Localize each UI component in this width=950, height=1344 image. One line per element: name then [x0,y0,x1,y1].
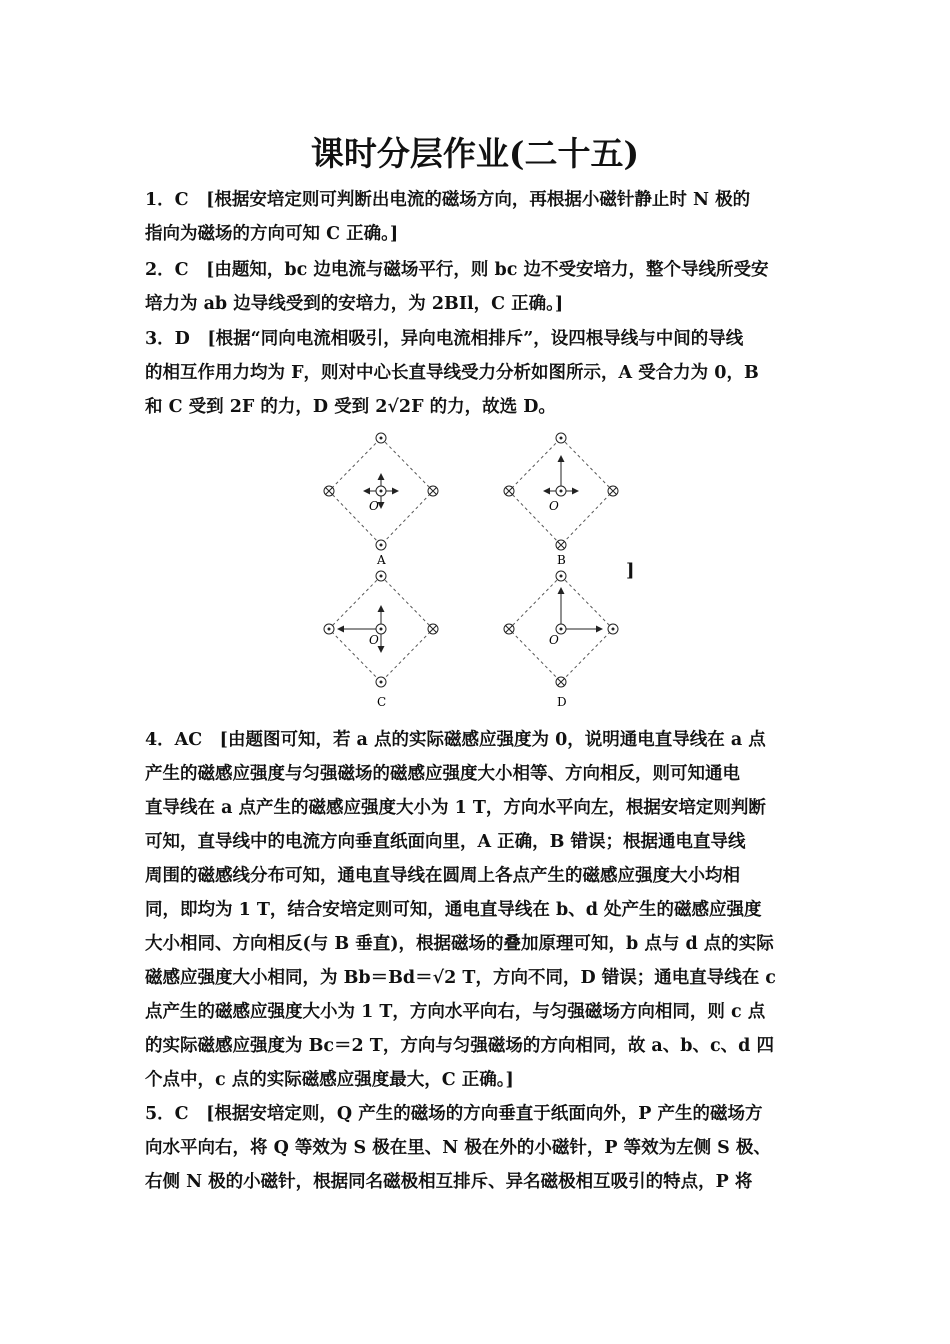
dot-current-icon [376,677,386,687]
panel-d [504,571,618,709]
answer-1-line-1: 1．C [根据安培定则可判断出电流的磁场方向，再根据小磁针静止时 N 极的 [145,190,751,210]
panel-b [504,433,618,567]
answer-4-line-9: 点产生的磁感应强度大小为 1 T，方向水平向右，与匀强磁场方向相同，则 c 点 [145,1002,766,1022]
force-diagram [310,430,640,712]
dot-current-icon [376,540,386,550]
answer-4-line-3: 直导线在 a 点产生的磁感应强度大小为 1 T，方向水平向左，根据安培定则判断 [145,798,766,818]
answer-5 [145,1097,807,1199]
cross-current-icon [324,486,334,496]
cross-current-icon [428,624,438,634]
answer-1-line-2: 指向为磁场的方向可知 C 正确。] [145,224,399,244]
center-wire-icon [556,486,566,496]
dot-current-icon [556,571,566,581]
answer-1 [145,183,807,251]
panel-a [324,433,438,567]
answer-3 [145,322,807,424]
answer-4-line-5: 周围的磁感线分布可知，通电直导线在圆周上各点产生的磁感应强度大小均相 [145,866,740,886]
answer-2-line-2: 培力为 ab 边导线受到的安培力，为 2BIl，C 正确。] [145,294,564,314]
answer-3-line-3: 和 C 受到 2F 的力，D 受到 2√2F 的力，故选 D。 [145,397,556,417]
dot-current-icon [376,433,386,443]
dot-current-icon [556,433,566,443]
answer-4-line-8: 磁感应强度大小相同，为 Bb＝Bd＝√2 T，方向不同，D 错误；通电直导线在 c [145,968,776,988]
closing-bracket: ] [626,560,635,581]
panel-label-b: B [557,553,566,567]
answer-4-line-6: 同，即均为 1 T，结合安培定则可知，通电直导线在 b、d 处产生的磁感应强度 [145,900,762,920]
answer-4 [145,723,807,1097]
center-wire-icon [376,486,386,496]
page-title: 课时分层作业(二十五) [310,134,640,173]
answer-5-line-3: 右侧 N 极的小磁针，根据同名磁极相互排斥、异名磁极相互吸引的特点，P 将 [145,1172,753,1192]
cross-current-icon [608,486,618,496]
panel-label-a: A [377,553,386,567]
answer-4-line-11: 个点中，c 点的实际磁感应强度最大，C 正确。] [145,1070,514,1090]
answer-4-line-7: 大小相同、方向相反(与 B 垂直)，根据磁场的叠加原理可知，b 点与 d 点的实际 [145,934,774,954]
answer-4-line-10: 的实际磁感应强度为 Bc＝2 T，方向与匀强磁场的方向相同，故 a、b、c、d 四 [145,1036,774,1056]
dot-current-icon [324,624,334,634]
panel-label-c: C [377,695,387,709]
cross-current-icon [504,624,514,634]
panel-label-d: D [557,695,567,709]
center-label: O [549,633,559,647]
cross-current-icon [556,540,566,550]
cross-current-icon [428,486,438,496]
answer-2-line-1: 2．C [由题知，bc 边电流与磁场平行，则 bc 边不受安培力，整个导线所受安 [145,260,769,280]
answer-4-line-1: 4．AC [由题图可知，若 a 点的实际磁感应强度为 0，说明通电直导线在 a 点 [145,730,766,750]
answer-5-line-2: 向水平向右，将 Q 等效为 S 极在里、N 极在外的小磁针，P 等效为左侧 S 极、 [145,1138,771,1158]
panel-c [324,571,438,709]
answer-4-line-2: 产生的磁感应强度与匀强磁场的磁感应强度大小相等、方向相反，则可知通电 [145,764,740,784]
dot-current-icon [608,624,618,634]
answer-3-line-1: 3．D [根据“同向电流相吸引，异向电流相排斥”，设四根导线与中间的导线 [145,329,744,349]
center-label: O [549,499,559,513]
cross-current-icon [504,486,514,496]
answer-3-line-2: 的相互作用力均为 F，则对中心长直导线受力分析如图所示，A 受合力为 0，B [145,363,759,383]
dot-current-icon [376,571,386,581]
answer-2 [145,253,807,321]
answer-4-line-4: 可知，直导线中的电流方向垂直纸面向里，A 正确，B 错误；根据通电直导线 [145,832,746,852]
center-label: O [369,633,379,647]
answer-5-line-1: 5．C [根据安培定则，Q 产生的磁场的方向垂直于纸面向外，P 产生的磁场方 [145,1104,763,1124]
cross-current-icon [556,677,566,687]
center-label: O [369,499,379,513]
